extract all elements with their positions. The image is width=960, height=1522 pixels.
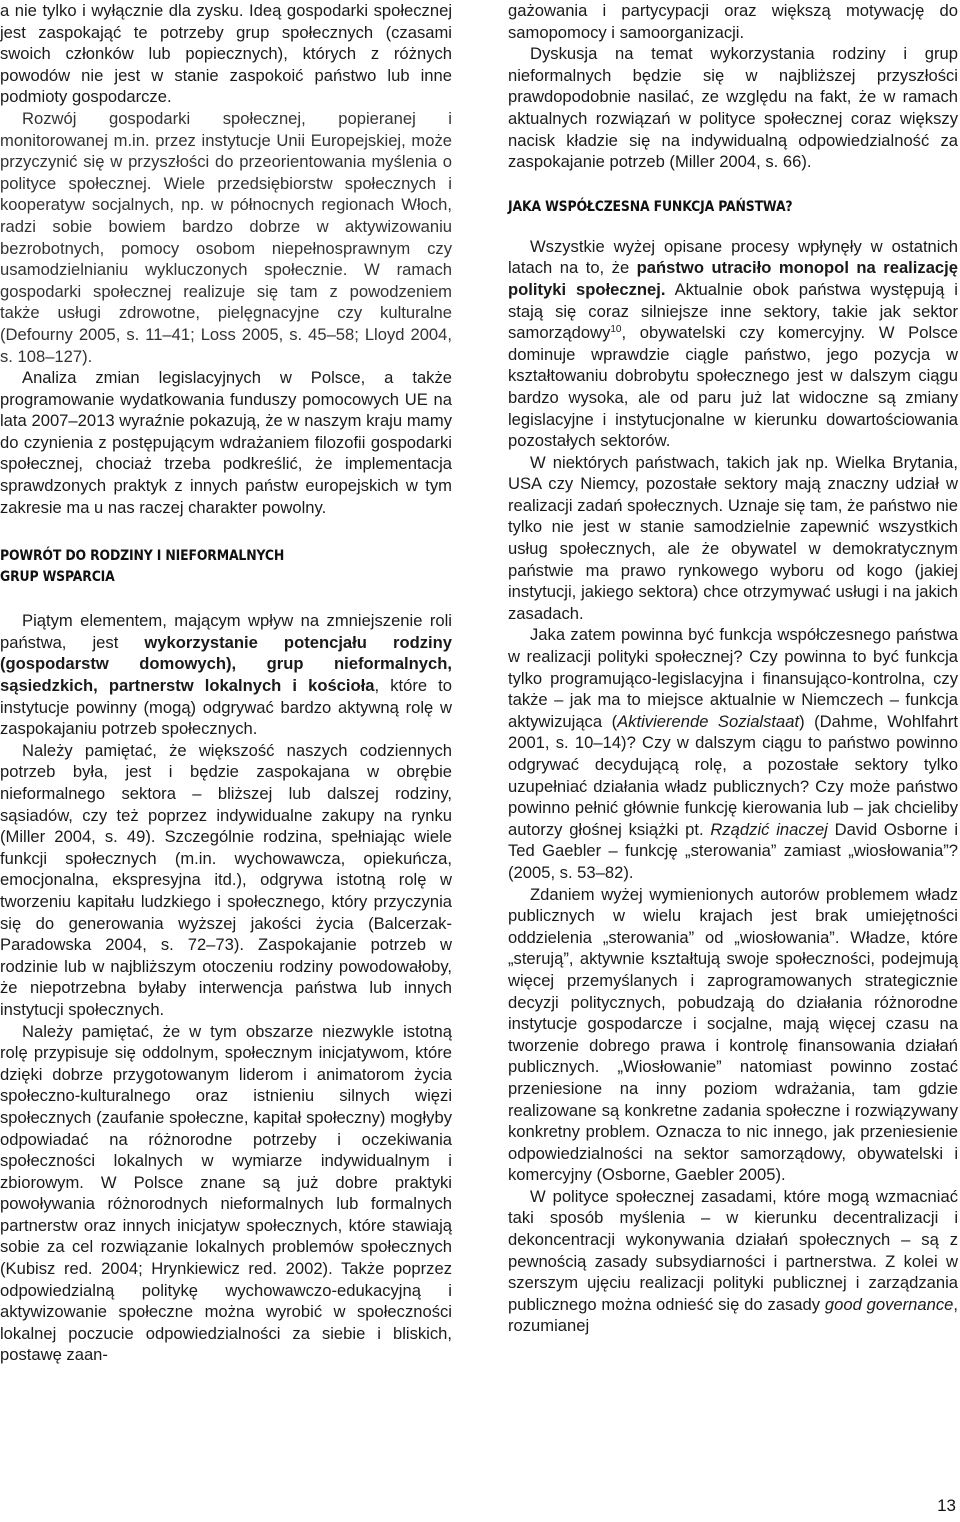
paragraph: Analiza zmian legislacyjnych w Polsce, a także programowanie wydatkowania funduszy pomocowych UE na lata 2007‒2013 wyraźnie pokazują, że w naszym kraju mamy do czynienia z postępującym wdrażaniem filozofii gospodarki społecznej, chociaż trzeba podkreślić, że implementacja sprawdzonych praktyk z innych państw europejskich w tym zakresie ma u nas raczej charakter powolny. [0, 368, 452, 517]
paragraph: a nie tylko i wyłącznie dla zysku. Ideą gospodarki społecznej jest zaspokająć te potrzeby grup społecznych (czasami swoich członków lub popiecznych), których z różnych powodów nie jest w stanie zaspokoić państwo lub inne podmioty gospodarcze. [0, 1, 452, 107]
section-heading: JAKA WSPÓŁCZESNA FUNKCJA PAŃSTWA? [508, 198, 793, 215]
paragraph: W niektórych państwach, takich jak np. Wielka Brytania, USA czy Niemcy, pozostałe sektory mają znaczny udział w realizacji zadań społecznych. Uznaje się tam, że państwo nie tylko nie jest w stanie samodzielnie zapewnić wszystkich usług społecznych, ale że obywatel w demokratycznym państwie ma prawo rynkowego wyboru od kogo (jakiej instytucji, jakiego sektora) chce otrzymywać usługi i na jakich zasadach. [508, 452, 958, 623]
paragraph: Należy pamiętać, że w tym obszarze niezwykle istotną rolę przypisuje się oddolnym, społecznym inicjatywom, które dzięki dobrze przygotowanym liderom i animatorom życia społeczno-kulturalnego oraz istnieniu silnych więzi społecznych (zaufanie społeczne, kapitał społeczny) mogłyby odpowiadać na różnorodne potrzeby i oczekiwania społeczności lokalnych w wymiarze indywidualnym i zbiorowym. W Polsce znane są już dobre praktyki powoływania różnorodnych nieformalnych lub formalnych partnerstw oraz innych inicjatyw społecznych, które stawiają sobie za cel rozwiązanie lokalnych problemów społecznych (Kubisz red. 2004; Hrynkiewicz red. 2002). Także poprzez odpowiedzialną politykę wychowawczo-edukacyjną i aktywizowanie społeczne można wyrobić w społeczności lokalnej poczucie odpowiedzialności za siebie i bliskich, postawę zaan- [0, 1021, 452, 1365]
text-run: , które to instytucje powinny (mogą) odgrywać bardzo aktywną rolę w zaspokajaniu potrzeb społecznych. [0, 676, 453, 739]
paragraph [508, 1186, 958, 1337]
footnote-marker[interactable]: 10 [610, 324, 622, 336]
text-run: Aktualnie obok państwa występują i stają się coraz silniejsze inne sektory, takie jak sektor samorządowy [508, 279, 958, 343]
text-run: ) (Dahme, Wohlfahrt 2001, s. 10‒14)? Czy w dalszym ciągu to państwo powinno odgrywać decydującą rolę, a pozostałe sektory tylko uzupełniać działania władz publicznych? Czy może państwo powinno pełnić głównie funkcję kierowania lub ‒ jak chcieliby autorzy głośnej książki pt. [508, 711, 958, 839]
text-run: W polityce społecznej zasadami, które mogą wzmacniać taki sposób myślenia ‒ w kierunku decentralizacji i dekoncentracji wykonywania działań społecznych ‒ są z pewnością zasady subsydiarności i partnerstwa. Z kolei w szerszym ujęciu realizacji polityki publicznej i zarządzania publicznego można odnieść się do zasady [508, 1186, 958, 1314]
text-run: David Osborne i Ted Gaebler ‒ funkcję „sterowania” zamiast „wiosłowania”? (2005, s. 53‒82). [508, 819, 959, 882]
section-heading [0, 546, 389, 588]
right-column [508, 0, 958, 1337]
left-column [0, 0, 452, 1366]
bold-text-run: wykorzystanie potencjału rodziny (gospodarstw domowych), grup nieformalnych, sąsiedzkich, partnerstw lokalnych i kościoła [0, 632, 452, 696]
paragraph [0, 610, 452, 740]
paragraph: gażowania i partycypacji oraz większą motywację do samopomocy i samoorganizacji. [508, 1, 958, 42]
text-run: Wszystkie wyżej opisane procesy wpłynęły w ostatnich latach na to, że [508, 236, 958, 278]
paragraph [508, 624, 958, 883]
heading-line: POWRÓT DO RODZINY I NIEFORMALNYCH [0, 548, 285, 565]
text-run: , rozumianej [508, 1294, 958, 1336]
page-number: 13 [937, 1496, 956, 1515]
text-run: , obywatelski czy komercyjny. W Polsce dominuje wprawdzie ciągle państwo, jego pozycja w kształtowaniu dobrobytu społecznego jest w dalszym ciągu bardzo wysoka, ale od paru już lat widoczne są zmiany legislacyjne i instytucjonalne w kierunku dowartościowania pozostałych sektorów. [508, 323, 958, 451]
bold-text-run: państwo utraciło monopol na realizację polityki społecznej. [508, 258, 958, 299]
text-run: Piątym elementem, mającym wpływ na zmniejszenie roli państwa, jest [0, 611, 452, 652]
paragraph: Należy pamiętać, że większość naszych codziennych potrzeb była, jest i będzie zaspokajana w obrębie nieformalnego sektora ‒ bliższej lub dalszej rodziny, sąsiadów, czy też poprzez indywidualne zakupy na rynku (Miller 2004, s. 49). Szczególnie rodzina, spełniając wiele funkcji społecznych (m.in. wychowawcza, opiekuńcza, emocjonalna, ekspresyjna itd.), odgrywa istotną rolę w tworzeniu kapitału ludzkiego i społecznego, który przyczynia się do generowania wyższej jakości życia (Balcerzak-Paradowska 2004, s. 72‒73). Zaspokajanie potrzeb w rodzinie lub w najbliższym otoczeniu rodziny powodowałoby, że niepotrzebna byłaby interwencja państwa lub innych instytucji społecznych. [0, 740, 452, 1019]
heading-line: GRUP WSPARCIA [0, 569, 115, 586]
italic-text-run: Rządzić inaczej [710, 819, 828, 839]
paragraph: Dyskusja na temat wykorzystania rodziny i grup nieformalnych będzie się w najbliższej przyszłości prawdopodobnie nasilać, ze względu na fakt, że w ramach aktualnych rozwiązań w polityce społecznej coraz większy nacisk kładzie się na indywidualną odpowiedzialność za zaspokajanie potrzeb (Miller 2004, s. 66). [508, 44, 958, 172]
paragraph [508, 236, 958, 452]
italic-text-run: Aktivierende Sozialstaat [617, 711, 800, 731]
text-run: Jaka zatem powinna być funkcja współczesnego państwa w realizacji polityki społecznej? Czy powinna to być funkcja tylko programująco-legislacyjna i finansująco-kontrolna, czy także ‒ jak ma to miejsce aktualnie w Niemczech ‒ funkcja aktywizująca ( [508, 625, 958, 731]
paragraph: Zdaniem wyżej wymienionych autorów problemem władz publicznych w wielu krajach jest brak umiejętności oddzielenia „sterowania” od „wiosłowania”. Władze, które „sterują”, aktywnie kształtują swoje społeczności, podejmują więcej przemyślanych i zaprogramowanych strategicznie decyzji politycznych, pobudzają do działania różnorodne instytucje gospodarcze i socjalne, mają więcej czasu na tworzenie dobrego prawa i kontrolę finansowania działań publicznych. „Wiosłowanie” natomiast powinno zostać przeniesione na inny poziom wdrażania, tam gdzie realizowane są konkretne zadania społeczne i rozwiązywany konkretny problem. Oznacza to nic innego, jak przeniesienie odpowiedzialności na sektor samorządowy, obywatelski i komercyjny (Osborne, Gaebler 2005). [508, 884, 958, 1185]
italic-text-run: good governance [824, 1294, 954, 1314]
paragraph: Rozwój gospodarki społecznej, popieranej i monitorowanej m.in. przez instytucje Unii Europejskiej, może przyczynić się w przyszłości do przeorientowania myślenia o polityce społecznej. Wiele przedsiębiorstw społecznych i kooperatyw socjalnych, np. w północnych regionach Włoch, radzi sobie bowiem bardzo dobrze w aktywizowaniu bezrobotnych, pomocy osobom niepełnosprawnym czy usamodzielnianiu wykluczonych społecznie. W ramach gospodarki społecznej realizuje się tam z powodzeniem także usługi zdrowotne, pielęgnacyjne czy kulturalne (Defourny 2005, s. 11‒41; Loss 2005, s. 45‒58; Lloyd 2004, s. 108‒127). [0, 108, 452, 366]
